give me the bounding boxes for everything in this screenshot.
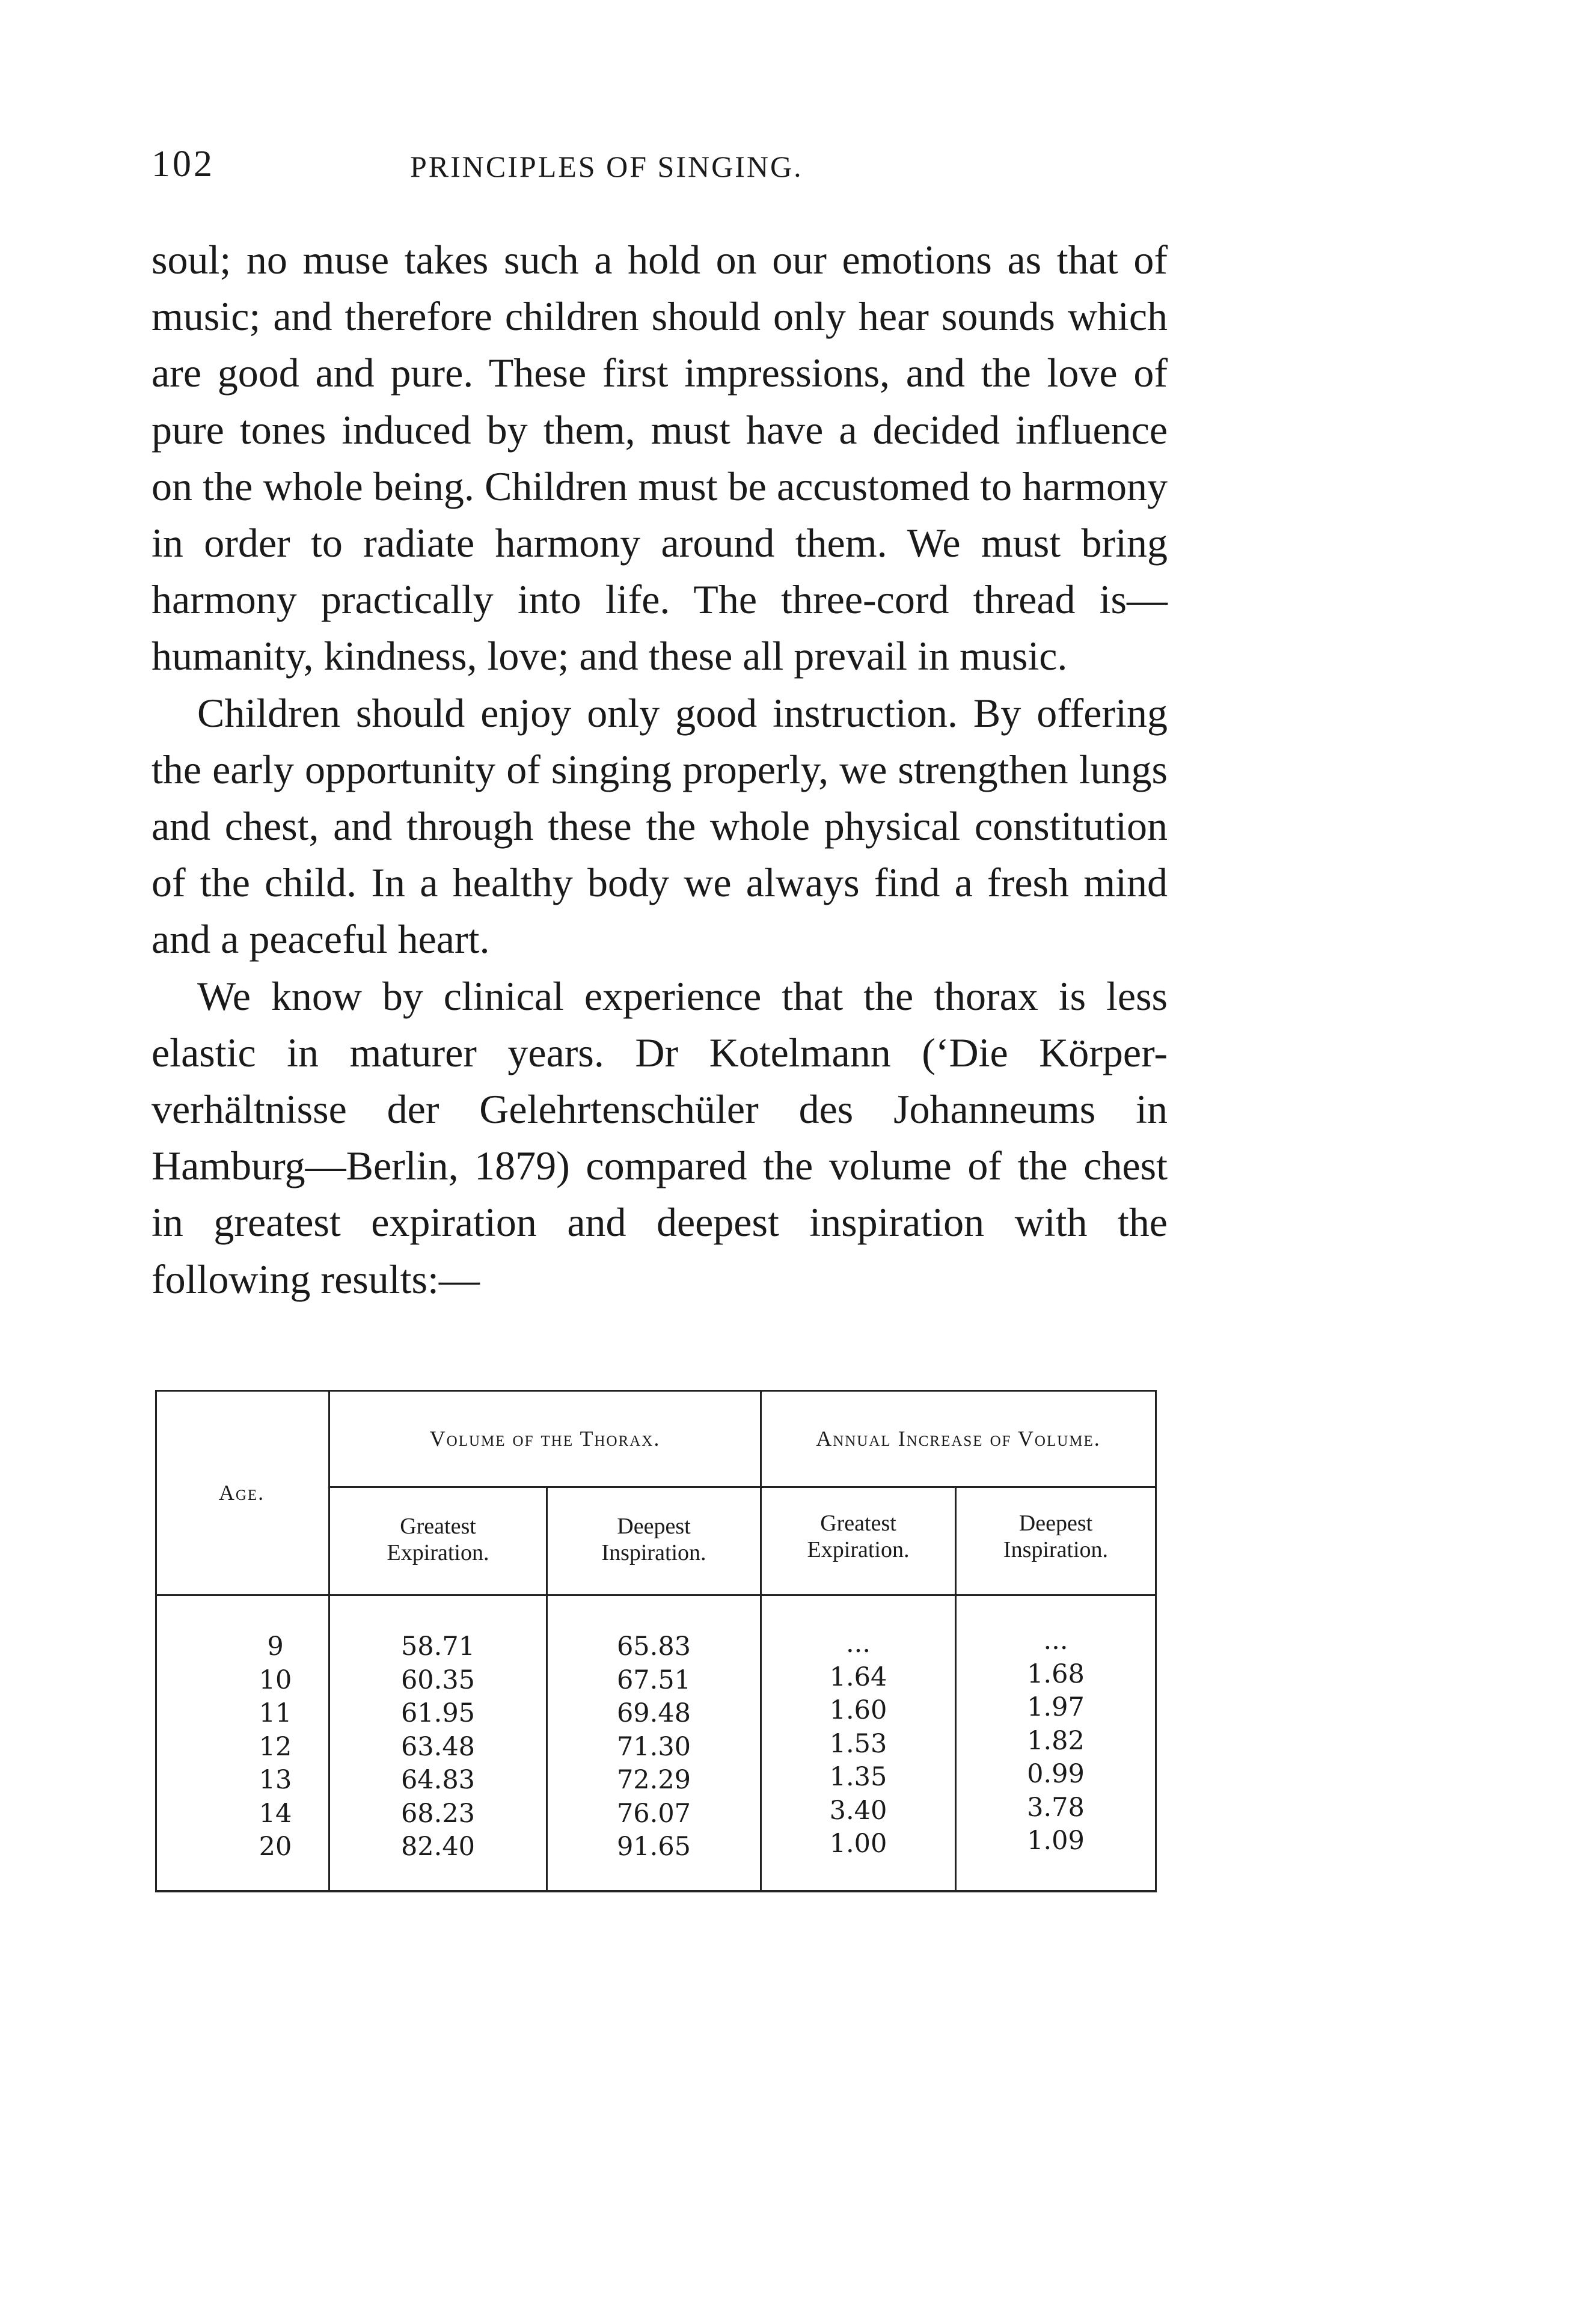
vol-deepest-inspiration-column [548, 1630, 760, 1864]
table-cell: 14 [259, 1798, 292, 1829]
table-cell: 1.60 [829, 1695, 887, 1725]
age-header: Age. [218, 1481, 265, 1505]
table-top-rule [155, 1390, 1157, 1392]
table-cell: 82.40 [400, 1832, 476, 1862]
volume-group-header: Volume of the Thorax. [429, 1427, 661, 1451]
table-cell: 76.07 [616, 1798, 691, 1829]
table-group-rule [328, 1486, 1157, 1488]
table-cell: 1.97 [1027, 1692, 1085, 1722]
table-cell: 1.82 [1027, 1725, 1085, 1756]
body-text [152, 231, 1168, 1307]
table-cell: 3.40 [829, 1795, 887, 1826]
table-cell: 69.48 [616, 1698, 691, 1728]
subheader-vol-greatest-expiration: Greatest Expiration. [387, 1514, 489, 1565]
table-cell: 0.99 [1027, 1759, 1085, 1789]
inc-deepest-inspiration-column [957, 1624, 1155, 1858]
table-cell: 63.48 [400, 1731, 476, 1762]
running-head [152, 143, 1168, 191]
thorax-volume-table [155, 1390, 1157, 1894]
table-cell: 71.30 [616, 1731, 691, 1762]
table-cell: 3.78 [1027, 1792, 1085, 1823]
inc-greatest-expiration-column [762, 1627, 955, 1861]
age-column [227, 1630, 323, 1864]
table-cell: 60.35 [400, 1665, 476, 1695]
table-cell: 1.64 [829, 1662, 887, 1692]
table-cell: 1.53 [829, 1728, 887, 1759]
table-header-rule [155, 1594, 1157, 1596]
subheader-inc-greatest-expiration: Greatest Expiration. [807, 1511, 910, 1562]
table-cell: 12 [259, 1731, 292, 1762]
table-cell: 11 [259, 1698, 292, 1728]
subheader-vol-deepest-inspiration: Deepest Inspiration. [601, 1514, 706, 1565]
paragraph-3: We know by clinical experience that the thorax is less elastic in maturer years. Dr Kotelmann (‘Die Körper-verhältnisse der Gelehrtenschüler des Johanneums in Hamburg—Berlin, 1879) compared the volume of the chest in greatest expiration and deepest inspiration with the following results:— [152, 973, 1168, 1302]
table-cell: 68.23 [400, 1798, 476, 1829]
table-left-border [155, 1390, 157, 1892]
table-cell: 9 [267, 1631, 284, 1662]
table-cell: 91.65 [616, 1832, 691, 1862]
table-cell: 1.68 [1027, 1659, 1085, 1689]
table-cell: 58.71 [400, 1631, 476, 1662]
page-number: 102 [152, 144, 215, 185]
vol-greatest-expiration-column [330, 1630, 546, 1864]
table-cell: ... [1043, 1625, 1068, 1656]
table-cell: 1.00 [829, 1829, 887, 1859]
table-cell: 65.83 [616, 1631, 691, 1662]
table-cell: ... [845, 1628, 871, 1659]
paragraph-2: Children should enjoy only good instruction. By offering the early opportunity of singing properly, we strengthen lungs and chest, and through these the whole physical constitution of the child. In a healthy body we always find a fresh mind and a peaceful heart. [152, 690, 1168, 962]
table-cell: 20 [259, 1832, 292, 1862]
paragraph-1: soul; no muse takes such a hold on our emotions as that of music; and therefore children should only hear sounds which are good and pure. These first impressions, and the love of pure tones induced by them, must have a decided influence on the whole being. Children must be accustomed to harmony in order to radiate harmony around them. We must bring harmony practically into life. The three-cord thread is—humanity, kindness, love; and these all prevail in music. [152, 237, 1168, 679]
table-cell: 1.35 [829, 1762, 887, 1792]
table-cell: 64.83 [400, 1765, 476, 1795]
table-cell: 67.51 [616, 1665, 691, 1695]
table-cell: 10 [259, 1665, 292, 1695]
table-cell: 61.95 [400, 1698, 476, 1728]
running-title: PRINCIPLES OF SINGING. [410, 150, 803, 183]
increase-group-header: Annual Increase of Volume. [816, 1427, 1101, 1451]
table-right-border [1155, 1390, 1157, 1892]
table-cell: 13 [259, 1765, 292, 1795]
table-cell: 1.09 [1027, 1826, 1085, 1856]
table-bottom-rule [155, 1890, 1157, 1892]
table-cell: 72.29 [616, 1765, 691, 1795]
subheader-inc-deepest-inspiration: Deepest Inspiration. [1003, 1511, 1109, 1562]
